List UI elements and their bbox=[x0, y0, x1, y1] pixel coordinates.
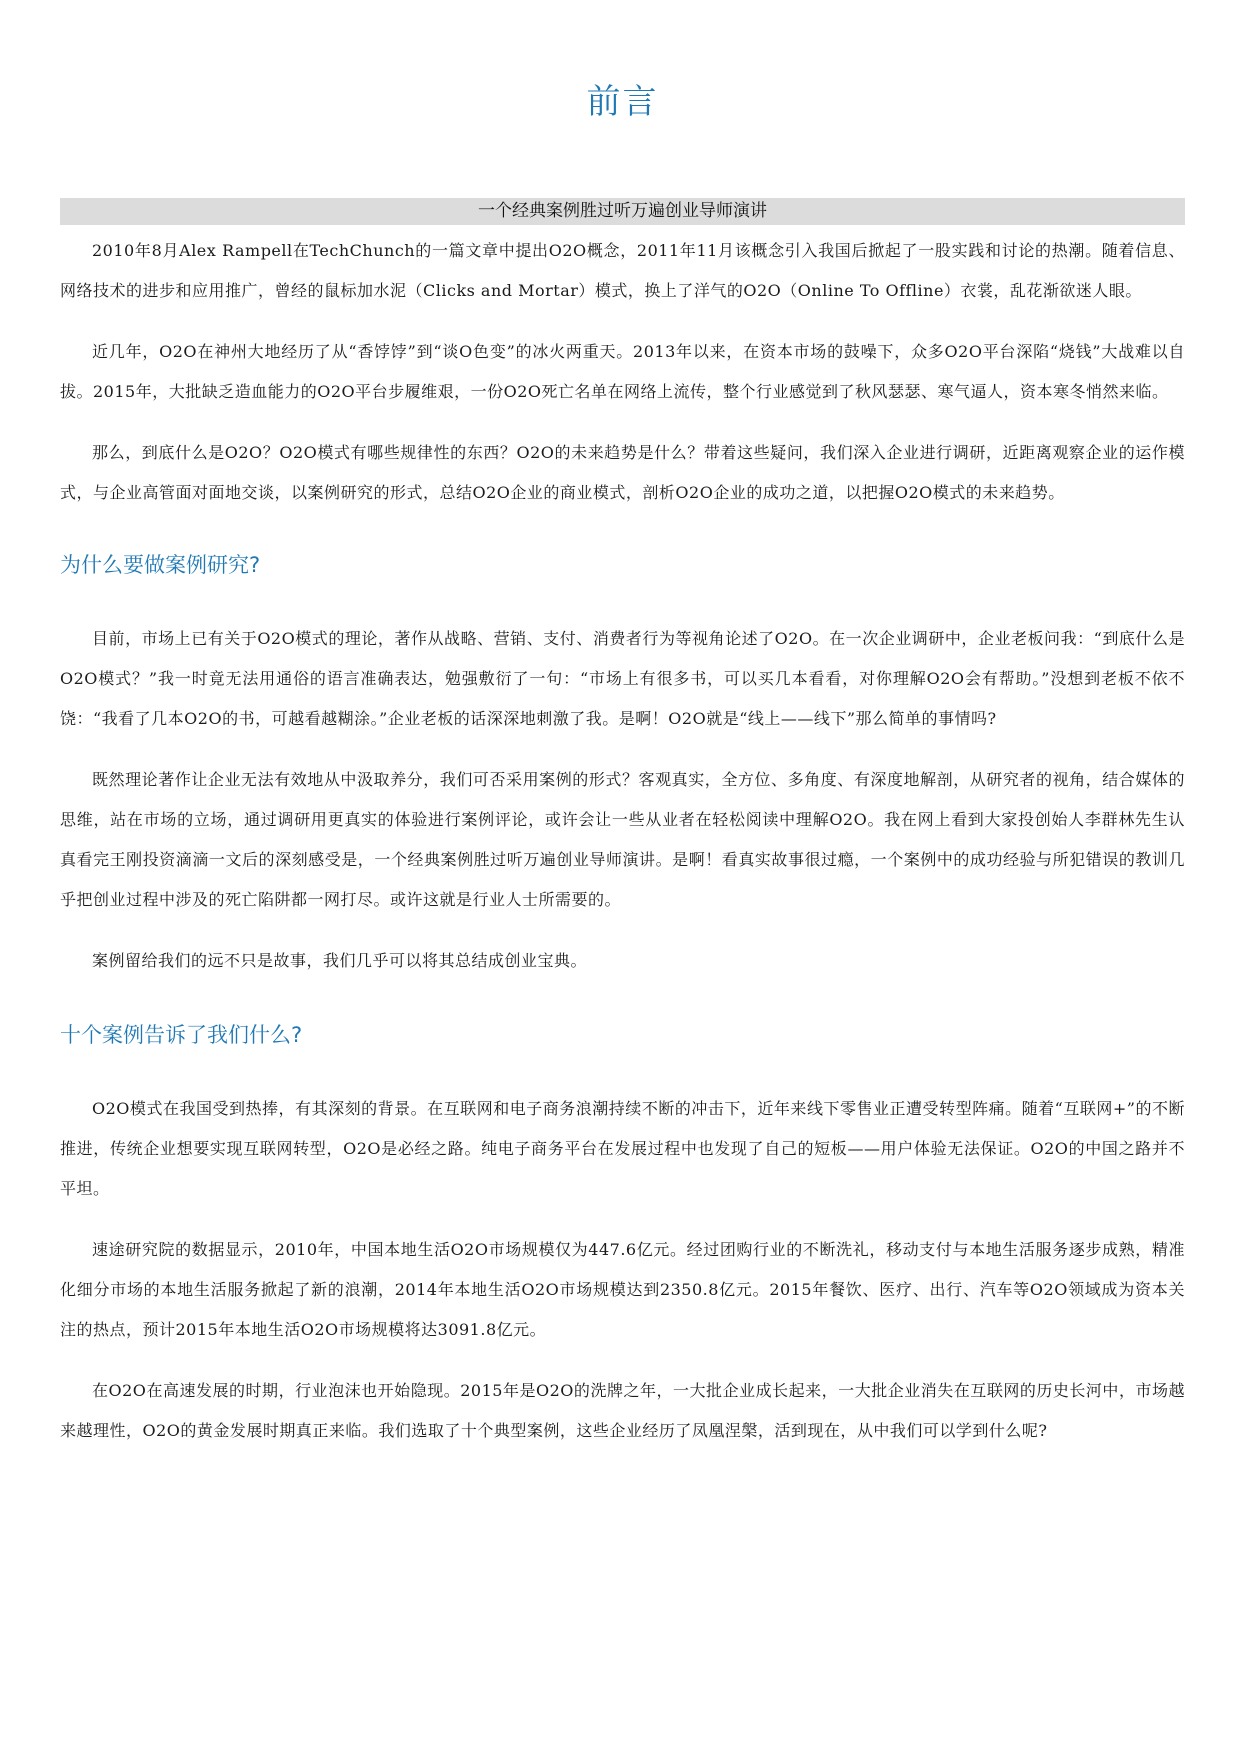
section1-paragraph-2: 既然理论著作让企业无法有效地从中汲取养分，我们可否采用案例的形式？客观真实，全方位、多角度、有深度地解剖，从研究者的视角，结合媒体的思维，站在市场的立场，通过调研用更真实的体验进行案例评论，或许会让一些从业者在轻松阅读中理解O2O。我在网上看到大家投创始人李群林先生认真看完王刚投资滴滴一文后的深刻感受是，一个经典案例胜过听万遍创业导师演讲。是啊！看真实故事很过瘾，一个案例中的成功经验与所犯错误的教训几乎把创业过程中涉及的死亡陷阱都一网打尽。或许这就是行业人士所需要的。 bbox=[60, 770, 1185, 909]
banner-heading: 一个经典案例胜过听万遍创业导师演讲 bbox=[60, 198, 1185, 225]
intro-paragraph-3: 那么，到底什么是O2O？O2O模式有哪些规律性的东西？O2O的未来趋势是什么？带着这些疑问，我们深入企业进行调研，近距离观察企业的运作模式，与企业高管面对面地交谈，以案例研究的形式，总结O2O企业的商业模式，剖析O2O企业的成功之道，以把握O2O模式的未来趋势。 bbox=[60, 443, 1185, 502]
section1-paragraph-3: 案例留给我们的远不只是故事，我们几乎可以将其总结成创业宝典。 bbox=[92, 951, 588, 970]
intro-paragraph-1: 2010年8月Alex Rampell在TechChunch的一篇文章中提出O2O概念，2011年11月该概念引入我国后掀起了一股实践和讨论的热潮。随着信息、网络技术的进步和应用推广，曾经的鼠标加水泥（Clicks and Mortar）模式，换上了洋气的O2O（Online To Offline）衣裳，乱花渐欲迷人眼。 bbox=[60, 241, 1185, 300]
page-title: 前言 bbox=[586, 82, 659, 122]
section-heading-ten-cases: 十个案例告诉了我们什么? bbox=[60, 1023, 303, 1047]
document-page bbox=[60, 0, 1185, 1451]
intro-paragraph-2: 近几年，O2O在神州大地经历了从“香饽饽”到“谈O色变”的冰火两重天。2013年以来，在资本市场的鼓噪下，众多O2O平台深陷“烧钱”大战难以自拔。2015年，大批缺乏造血能力的O2O平台步履维艰，一份O2O死亡名单在网络上流传，整个行业感觉到了秋风瑟瑟、寒气逼人，资本寒冬悄然来临。 bbox=[60, 342, 1185, 401]
section2-paragraph-2: 速途研究院的数据显示，2010年，中国本地生活O2O市场规模仅为447.6亿元。经过团购行业的不断洗礼，移动支付与本地生活服务逐步成熟，精准化细分市场的本地生活服务掀起了新的浪潮，2014年本地生活O2O市场规模达到2350.8亿元。2015年餐饮、医疗、出行、汽车等O2O领域成为资本关注的热点，预计2015年本地生活O2O市场规模将达3091.8亿元。 bbox=[60, 1240, 1185, 1339]
section1-paragraph-1: 目前，市场上已有关于O2O模式的理论，著作从战略、营销、支付、消费者行为等视角论述了O2O。在一次企业调研中，企业老板问我：“到底什么是O2O模式？”我一时竟无法用通俗的语言准确表达，勉强敷衍了一句：“市场上有很多书，可以买几本看看，对你理解O2O会有帮助。”没想到老板不依不饶：“我看了几本O2O的书，可越看越糊涂。”企业老板的话深深地刺激了我。是啊！O2O就是“线上——线下”那么简单的事情吗? bbox=[60, 629, 1185, 728]
section2-paragraph-3: 在O2O在高速发展的时期，行业泡沫也开始隐现。2015年是O2O的洗牌之年，一大批企业成长起来，一大批企业消失在互联网的历史长河中，市场越来越理性，O2O的黄金发展时期真正来临。我们选取了十个典型案例，这些企业经历了凤凰涅槃，活到现在，从中我们可以学到什么呢? bbox=[60, 1381, 1185, 1440]
section2-paragraph-1: O2O模式在我国受到热捧，有其深刻的背景。在互联网和电子商务浪潮持续不断的冲击下，近年来线下零售业正遭受转型阵痛。随着“互联网+”的不断推进，传统企业想要实现互联网转型，O2O是必经之路。纯电子商务平台在发展过程中也发现了自己的短板——用户体验无法保证。O2O的中国之路并不平坦。 bbox=[60, 1099, 1185, 1198]
section-heading-why-case-study: 为什么要做案例研究? bbox=[60, 553, 261, 577]
